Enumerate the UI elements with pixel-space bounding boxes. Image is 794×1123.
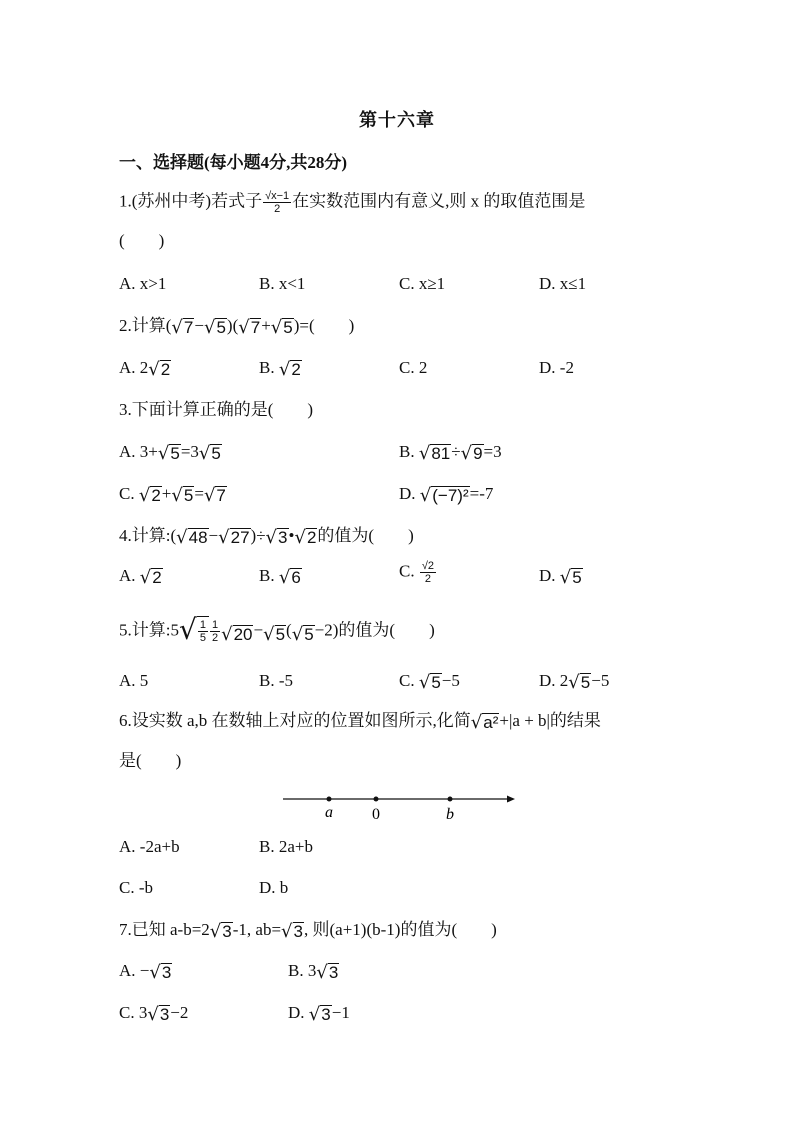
q3-c-text: =	[194, 484, 204, 503]
q4-part: −	[208, 526, 219, 545]
section-heading: 一、选择题(每小题4分,共28分)	[119, 153, 348, 172]
q7-part: -1, ab=	[232, 920, 282, 939]
q7-c-rad: 3	[159, 1005, 170, 1024]
q2-option-c[interactable]: C. 2	[399, 358, 428, 377]
q6-rad: a²	[483, 713, 499, 732]
point-a-label: a	[325, 804, 333, 821]
question-6-stem: 6.设实数 a,b 在数轴上对应的位置如图所示,化简 √ a² +|a + b|的结果	[119, 711, 601, 733]
q4-rad: 48	[188, 528, 208, 547]
question-1-stem	[119, 190, 585, 215]
question-5-stem: 5.计算:5 √ $\frac{1}{5}$ $\frac{1}{2}$ √ 20 − √ 5 ( √ 5 −2)的值为( )	[119, 613, 435, 646]
q6-option-b[interactable]: B. 2a+b	[259, 837, 313, 856]
q7-c-text: −2	[170, 1003, 189, 1022]
q3-c-rad: 7	[216, 486, 226, 505]
q3-a-text: =3	[180, 442, 199, 461]
q5-frac1-den: 5	[199, 632, 206, 644]
q5-option-a[interactable]: A. 5	[119, 671, 149, 690]
q4-option-b[interactable]: B. √ 6	[259, 566, 301, 588]
q3-c-text: +	[161, 484, 172, 503]
q5-frac1-num: 1	[199, 619, 206, 631]
q2-rad-3: 7	[250, 318, 261, 337]
q3-d-rad: (−7)²	[432, 486, 469, 505]
number-line-arrow	[507, 796, 515, 803]
question-3-stem: 3.下面计算正确的是( )	[119, 400, 314, 419]
q2-option-a[interactable]: A. 2 √ 2	[119, 358, 171, 380]
page-title: 第十六章	[359, 110, 435, 130]
q5-d-text: D. 2	[539, 671, 569, 690]
number-line-diagram	[283, 790, 523, 830]
q1-option-c[interactable]: C. x≥1	[399, 274, 446, 293]
q7-b-rad: 3	[328, 963, 339, 982]
question-2-stem: 2.计算( √ 7 − √ 5 )( √ 7 + √ 5 )=( )	[119, 316, 355, 338]
point-0-label: 0	[372, 806, 380, 823]
q5-part: −2)的值为( )	[314, 620, 435, 640]
q5-option-b[interactable]: B. -5	[259, 671, 293, 690]
q1-prefix: 1.(苏州中考)若式子	[119, 191, 263, 211]
q6-line2: 是( )	[119, 751, 182, 770]
q5-c-text: −5	[441, 671, 460, 690]
q5-rad: 20	[233, 625, 253, 644]
q3-d-text: =-7	[469, 484, 494, 503]
question-7-stem: 7.已知 a-b=2 √ 3 -1, ab= √ 3 , 则(a+1)(b-1)的值为( )	[119, 920, 497, 942]
q4-d-rad: 5	[572, 568, 582, 587]
q2-a-rad: 2	[160, 360, 171, 379]
q4-b-text: B.	[259, 566, 279, 585]
q3-option-c[interactable]: C. √ 2 + √ 5 = √ 7	[119, 484, 226, 506]
point-b-dot	[448, 797, 453, 802]
point-a-dot	[327, 797, 332, 802]
q1-fraction-num: x−1	[271, 190, 290, 202]
q3-a-rad: 5	[170, 444, 180, 463]
q7-d-text: D.	[288, 1003, 309, 1022]
q3-c-rad: 5	[183, 486, 194, 505]
q1-paren: ( )	[119, 231, 165, 250]
q5-part: −	[253, 620, 264, 640]
q1-option-b[interactable]: B. x<1	[259, 274, 306, 293]
q7-d-rad: 3	[321, 1005, 331, 1024]
q3-a-text: A. 3+	[119, 442, 158, 461]
q1-fraction: $\frac{√x-1}{2}$	[265, 190, 290, 215]
q7-rad: 3	[222, 922, 232, 941]
q7-option-a[interactable]: A. − √ 3	[119, 961, 172, 983]
q1-option-a[interactable]: A. x>1	[119, 274, 167, 293]
q4-a-rad: 2	[152, 568, 162, 587]
q4-option-c[interactable]	[399, 560, 437, 585]
q5-rad: 5	[275, 625, 286, 644]
q2-part: +	[261, 316, 271, 335]
q6-option-c[interactable]: C. -b	[119, 878, 153, 897]
q2-option-b[interactable]: B. √ 2	[259, 358, 301, 380]
q2-part: )(	[226, 316, 239, 335]
q7-option-b[interactable]: B. 3 √ 3	[288, 961, 339, 983]
q2-rad-2: 5	[216, 318, 226, 337]
point-0-dot	[374, 797, 379, 802]
q5-option-d[interactable]: D. 2 √ 5 −5	[539, 671, 610, 693]
q3-b-text: ÷	[451, 442, 461, 461]
q2-part: )=( )	[293, 316, 355, 335]
q3-b-rad: 81	[431, 444, 451, 463]
q1-suffix: 在实数范围内有意义,则 x 的取值范围是	[292, 191, 586, 211]
q7-option-c[interactable]: C. 3 √ 3 −2	[119, 1003, 189, 1025]
q4-rad: 27	[230, 528, 250, 547]
q4-part: •	[288, 526, 295, 545]
q2-rad-4: 5	[283, 318, 293, 337]
q4-c-fraction	[420, 560, 436, 585]
q3-option-b[interactable]: B. √ 81 ÷ √ 9 =3	[399, 442, 502, 464]
q5-d-text: −5	[591, 671, 610, 690]
q7-rad: 3	[293, 922, 303, 941]
q7-part: 7.已知 a-b=2	[119, 920, 210, 939]
q4-a-text: A.	[119, 566, 140, 585]
q4-part: 的值为( )	[317, 526, 414, 545]
q6-part: +|a + b|的结果	[499, 711, 601, 730]
q7-part: , 则(a+1)(b-1)的值为( )	[304, 920, 497, 939]
q4-c-text: C.	[399, 561, 419, 581]
q1-option-d[interactable]: D. x≤1	[539, 274, 587, 293]
q5-frac2-num: 1	[211, 619, 219, 631]
q2-rad-1: 7	[183, 318, 194, 337]
q4-c-den: 2	[424, 573, 431, 585]
q4-option-a[interactable]: A. √ 2	[119, 566, 162, 588]
q3-d-text: D.	[399, 484, 420, 503]
q4-c-num: √2	[421, 560, 434, 572]
q7-option-d[interactable]: D. √ 3 −1	[288, 1003, 350, 1025]
q5-option-c[interactable]: C. √ 5 −5	[399, 671, 460, 693]
q1-fraction-den: 2	[274, 203, 281, 215]
q6-part: 6.设实数 a,b 在数轴上对应的位置如图所示,化简	[119, 711, 471, 730]
q3-option-a[interactable]: A. 3+ √ 5 =3 √ 5	[119, 442, 221, 464]
q2-b-rad: 2	[291, 360, 301, 379]
q4-option-d[interactable]: D. √ 5	[539, 566, 582, 588]
q3-b-text: B.	[399, 442, 419, 461]
question-4-stem: 4.计算:( √ 48 − √ 27 )÷ √ 3 • √ 2 的值为( )	[119, 526, 414, 548]
q2-a-text: A. 2	[119, 358, 149, 377]
q4-rad: 2	[306, 528, 317, 547]
q5-d-rad: 5	[580, 673, 591, 692]
q7-d-text: −1	[331, 1003, 350, 1022]
q3-option-d[interactable]: D. √ (−7)² =-7	[399, 484, 494, 506]
q2-part: −	[194, 316, 204, 335]
q2-b-text: B.	[259, 358, 279, 377]
q5-c-rad: 5	[431, 673, 441, 692]
q2-option-d[interactable]: D. -2	[539, 358, 574, 377]
q5-part: 5.计算:5	[119, 620, 179, 640]
q4-b-rad: 6	[291, 568, 301, 587]
q5-frac2-den: 2	[211, 632, 219, 644]
q5-c-text: C.	[399, 671, 419, 690]
q3-b-rad: 9	[473, 444, 483, 463]
q4-part: )÷	[250, 526, 266, 545]
point-b-label: b	[446, 806, 454, 823]
q7-a-text: A. −	[119, 961, 150, 980]
q5-rad: 5	[304, 625, 314, 644]
q6-option-a[interactable]: A. -2a+b	[119, 837, 180, 856]
q4-rad: 3	[278, 528, 288, 547]
q4-d-text: D.	[539, 566, 560, 585]
q4-part: 4.计算:(	[119, 526, 177, 545]
q2-part: 2.计算(	[119, 316, 172, 335]
q3-c-text: C.	[119, 484, 139, 503]
q3-b-text: =3	[483, 442, 502, 461]
q6-option-d[interactable]: D. b	[259, 878, 289, 897]
q7-c-text: C. 3	[119, 1003, 148, 1022]
q5-part: (	[286, 620, 292, 640]
q3-c-rad: 2	[151, 486, 161, 505]
q7-b-text: B. 3	[288, 961, 317, 980]
q3-a-rad: 5	[211, 444, 221, 463]
q7-a-rad: 3	[161, 963, 172, 982]
